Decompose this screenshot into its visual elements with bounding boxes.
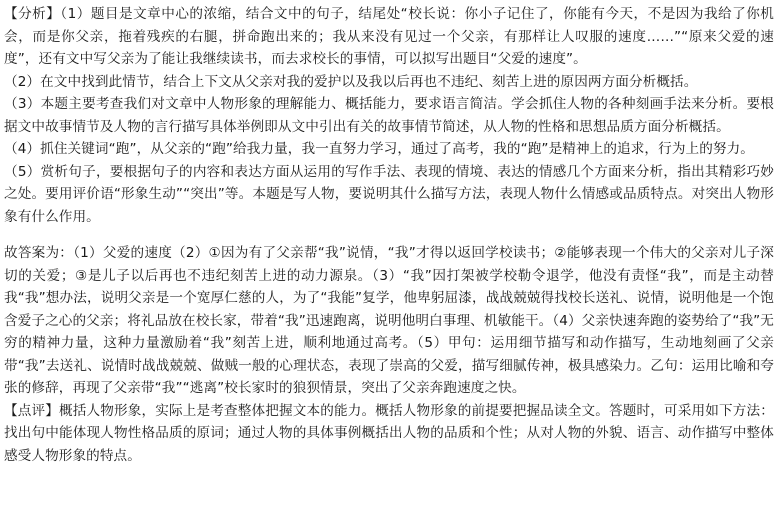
analysis-paragraph-3: （3）本题主要考查我们对文章中人物形象的理解能力、概括能力，要求语言简洁。学会抓住人物的各种刻画手法来分析。要根据文中故事情节及人物的言行描写具体举例即从文中引出有关的故事情节简述，从人物的性格和思想品质方面分析概括。 — [4, 96, 774, 135]
comment-paragraph: 【点评】概括人物形象，实际上是考查整体把握文本的能力。概括人物形象的前提要把握品读全文。答题时，可采用如下方法：找出句中能体现人物性格品质的原词；通过人物的具体事例概括出人物的品质和个性；从对人物的外貌、语言、动作描写中整体感受人物形象的特点。 — [4, 402, 774, 464]
analysis-paragraph-2: （2）在文中找到此情节，结合上下文从父亲对我的爱护以及我以后再也不违纪、刻苦上进的原因两方面分析概括。 — [4, 73, 698, 90]
answer-paragraph: 故答案为：（1）父爱的速度（2）①因为有了父亲帮“我”说情，“我”才得以返回学校读书；②能够表现一个伟大的父亲对儿子深切的关爱；③是儿子以后再也不违纪刻苦上进的动力源泉。（3）“我”因打架被学校勒令退学，他没有责怪“我”，而是主动替我“我”想办法，说明父亲是一个宽厚仁慈的人，为了“我能”复学，他卑躬屈漆，战战兢兢得找校长送礼、说情，说明他是一个饱含爱子之心的父亲；将礼品放在校长家，带着“我”迅速跑离，说明他明白事理、机敏能干。（4）父亲快速奔跑的姿势给了“我”无穷的精神力量，这种力量激励着“我”刻苦上进，顺利地通过高考。（5）甲句：运用细节描写和动作描写，生动地刻画了父亲带“我”去送礼、说情时战战兢兢、做贼一般的心理状态，表现了崇高的父爱，描写细腻传神，极具感染力。乙句：运用比喻和夸张的修辞，再现了父亲带“我”“逃离”校长家时的狼狈情景，突出了父亲奔跑速度之快。 — [4, 245, 774, 396]
analysis-paragraph-5: （5）赏析句子，要根据句子的内容和表达方面从运用的写作手法、表现的情境、表达的情感几个方面来分析，指出其精彩巧妙之处。要用评价语“形象生动”“突出”等。本题是写人物，要说明其什么描写方法，表现人物什么情感或品质特点。对突出人物形象有什么作用。 — [4, 163, 774, 225]
analysis-paragraph-1: 【分析】（1）题目是文章中心的浓缩，结合文中的句子，结尾处“校长说：你小子记住了，你能有今天，不是因为我给了你机会，而是你父亲，拖着残疾的右腿，拼命跑出来的；我从来没有见过一个父亲，有那样让人叹服的速度……”“原来父爱的速度”，还有文中写父亲为了能让我继续读书，而去求校长的事情，可以拟写出题目“父爱的速度”。 — [4, 6, 774, 67]
section-spacer — [4, 228, 774, 242]
analysis-paragraph-4: （4）抓住关键词“跑”，从父亲的“跑”给我力量，我一直努力学习，通过了高考，我的“跑”是精神上的追求，行为上的努力。 — [4, 141, 754, 157]
